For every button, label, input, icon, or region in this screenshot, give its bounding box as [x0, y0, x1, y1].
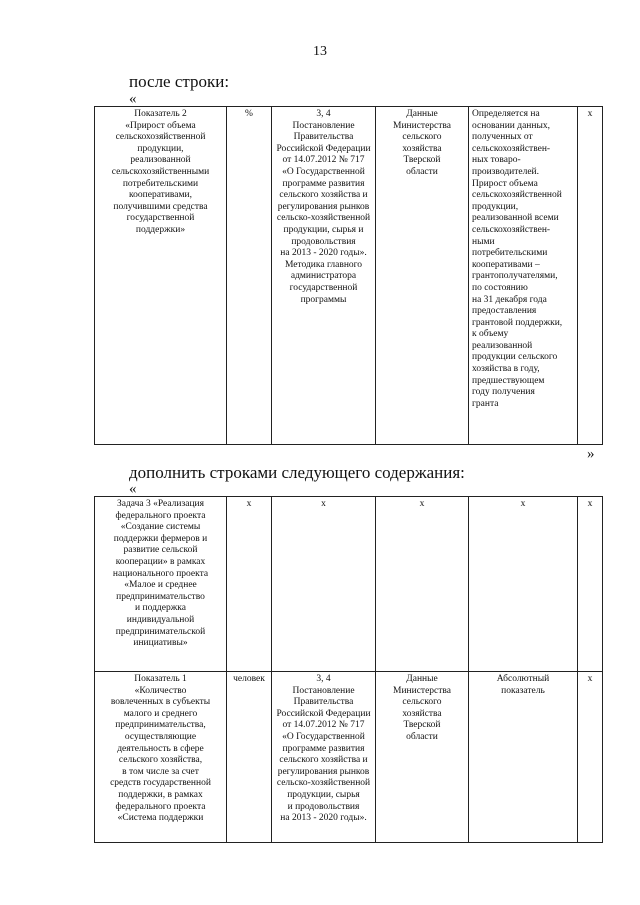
open-quote-1: «	[129, 91, 137, 107]
table-row	[95, 107, 603, 445]
unit-cell: х	[227, 497, 272, 672]
unit-cell: %	[227, 107, 272, 445]
source-cell: Данные Министерства сельского хозяйства Тверской области	[376, 672, 469, 843]
intro-after-line: после строки:	[129, 72, 230, 91]
basis-cell: 3, 4 Постановление Правительства Российской Федерации от 14.07.2012 № 717 «О Государственной программе развития сельского хозяйства и регулирования рынков сельско-хозяйственной продукции, сырья и продовольствия на 2013 - 2020 годы».	[272, 672, 376, 843]
table-new-rows	[94, 496, 603, 843]
indicator-cell: Показатель 2 «Прирост объема сельскохозяйственной продукции, реализованной сельскохозяйственными потребительскими кооперативами, получившими средства государственной поддержки»	[95, 107, 227, 445]
last-cell: х	[578, 107, 603, 445]
close-quote-1: »	[587, 446, 595, 462]
method-cell: х	[469, 497, 578, 672]
indicator-cell: Показатель 1 «Количество вовлеченных в субъекты малого и среднего предпринимательства, осуществляющие деятельность в сфере сельского хозяйства, в том числе за счет средств государственной поддержки, в рамках федерального проекта «Система поддержки	[95, 672, 227, 843]
open-quote-2: «	[129, 481, 137, 497]
method-cell: Определяется на основании данных, полученных от сельскохозяйствен- ных товаро- производителей. Прирост объема сельскохозяйственной продукции, реализованной всеми сельскохозяйствен- ными потребительскими кооперативами – грантополучателями, по состоянию на 31 декабря года предоставления грантовой поддержки, к объему реализованной продукции сельского хозяйства в году, предшествующем году получения гранта	[469, 107, 578, 445]
page-number: 13	[313, 44, 327, 59]
source-cell: х	[376, 497, 469, 672]
table-existing-row	[94, 106, 603, 445]
basis-cell: 3, 4 Постановление Правительства Российской Федерации от 14.07.2012 № 717 «О Государственной программе развития сельского хозяйства и регулирования рынков сельско-хозяйственной продукции, сырья и продовольствия на 2013 - 2020 годы». Методика главного администратора государственной программы	[272, 107, 376, 445]
indicator-cell: Задача 3 «Реализация федерального проекта «Создание системы поддержки фермеров и развитие сельской кооперации» в рамках национального проекта «Малое и среднее предпринимательство и поддержка индивидуальной предпринимательской инициативы»	[95, 497, 227, 672]
basis-cell: х	[272, 497, 376, 672]
last-cell: х	[578, 497, 603, 672]
table-row	[95, 497, 603, 672]
method-cell: Абсолютный показатель	[469, 672, 578, 843]
table-row	[95, 672, 603, 843]
unit-cell: человек	[227, 672, 272, 843]
last-cell: х	[578, 672, 603, 843]
source-cell: Данные Министерства сельского хозяйства Тверской области	[376, 107, 469, 445]
intro-add-lines: дополнить строками следующего содержания:	[129, 463, 465, 482]
